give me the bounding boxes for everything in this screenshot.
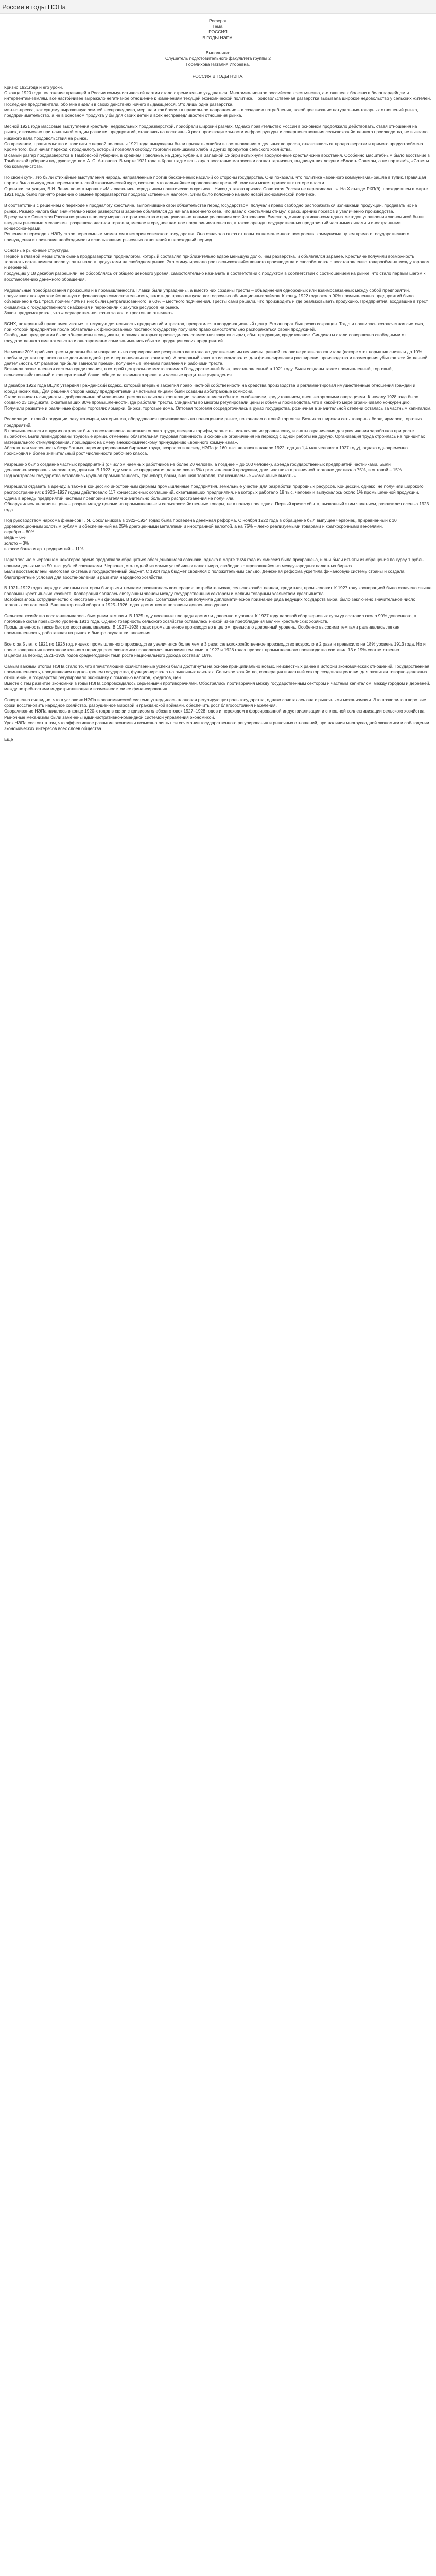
paragraph xyxy=(4,484,432,512)
paragraph-line: медь – 6% xyxy=(4,535,26,540)
paragraph-line: Радикальные преобразования произошли и в промышленности. Главки были упразднены, а вместо них созданы тресты – объединения однородных или взаимосвязанных между собой предприятий, получивших полную хозяйственную и финансовую самостоятельность, вплоть до права выпуска долгосрочных облигационных займов. К концу 1922 года около 90% промышленных предприятий было объединено в 421 трест, причем 40% из них были централизованного, а 60% – местного подчинения. Тресты сами решали, что производить и где реализовывать продукцию. Предприятия, входившие в трест, снимались с государственного снабжения и переходили к закупке ресурсов на рынке. xyxy=(4,287,430,310)
paragraph-line: Свободные предприятия были объединены в синдикаты, в рамках которых производилась совместная закупка сырья, сбыт продукции, кредитование. Синдикаты стали совершенно свободными от государственного вмешательства и одновременно сами занимались сбытом продукции своих предприятий. xyxy=(4,332,408,344)
page-header xyxy=(0,0,436,14)
paragraph xyxy=(4,321,432,344)
paragraph-line: В целом за период 1921–1928 годов среднегодовой темп роста национального дохода составил 18%. xyxy=(4,652,212,658)
paragraph-line: Решение о переходе к НЭПу стало переломным моментом в истории советского государства. Оно означало отказ от попыток немедленного построения коммунизма путем прямого государственного принуждения и признание необходимости использования рыночных отношений в переходный период. xyxy=(4,231,411,242)
paragraph-line: Стали возникать синдикаты – добровольные объединения трестов на началах кооперации, занимавшиеся сбытом, снабжением, кредитованием, внешнеторговыми операциями. К началу 1928 года было создано 23 синдиката, охватывавших 80% промышленности, где работали тресты. Синдикаты во многом регулировали цены и объемы производства, что в какой-то мере ограничивало конкуренцию. xyxy=(4,394,420,405)
paragraph xyxy=(4,585,432,608)
paragraph xyxy=(4,383,432,411)
paragraph-line: мин-на-пресса, как сущему выраженную землей несправедливо, мер, на и как бросил в правильное направление – к созданию потребления, всеобщее вязание натуральных-товарных отношений рынка, предпринимательство, а не в основном продукта у бы для своих детей и всех несправедливостей отношения рынка. xyxy=(4,107,420,118)
paragraph-line: В соответствии с решением о переходе к продналогу крестьяне, выполнившие свои обязательства перед государством, получали право свободно распоряжаться излишками продукции, продавать их на рынке. Размер налога был значительно ниже разверстки и заранее объявлялся до начала весеннего сева, что давало крестьянам стимул к расширению посевов и увеличению производства. xyxy=(4,202,418,214)
footer-text: Ещё xyxy=(4,736,13,742)
paragraph xyxy=(4,518,432,552)
paragraph-line: Кризис 1921года и его уроки. xyxy=(4,84,63,90)
paragraph-line: Весной 1921 года массовые выступления крестьян, недовольных продразверсткой, приобрели широкий размах. Однако правительство России в основном продолжало действовать, ставя отношения на рынок, с возможно при начальной стадии развития предприятий, становясь на постоянный рост производительности инфраструктуры и совершенствования сельскохозяйственного производства, не вызвало никакого вала продовольствия на рынке. xyxy=(4,124,429,141)
paragraph xyxy=(4,124,432,170)
paragraph-line: В результате Советская Россия вступила в полосу мирного строительства с принципиально новыми условиями хозяйствования. Вместо административно-командных методов управления экономикой были введены рыночные механизмы, разрешена частная торговля, мелкое и среднее частное предпринимательство, а также аренда государственных предприятий частными лицами и иностранными концессионерами. xyxy=(4,214,425,231)
paragraph-line: Обнаружились «ножницы цен» – разрыв между ценами на промышленные и сельскохозяйственные товары, не в пользу последних. Первый кризис сбыта, вызванный этим явлением, разразился осенью 1923 года. xyxy=(4,501,430,512)
paragraph-line: Возникла разветвленная система кредитования, в которой центральное место занимал Государственный банк, восстановленный в 1921 году. Были созданы также промышленный, торговый, сельскохозяйственный и кооперативный банки, общества взаимного кредита и частные кредитные учреждения. xyxy=(4,366,394,377)
title-line: РОССИЯ xyxy=(208,29,228,35)
paragraph-line: По своей сути, это были стихийные выступления народа, направленные против бесконечных насилий со стороны государства. Они показали, что политика «военного коммунизма» зашла в тупик. Правящая партия была вынуждена пересмотреть свой экономический курс, осознав, что дальнейшее продолжение прежней политики может привести к потере власти. xyxy=(4,175,428,186)
title-line: Тема: xyxy=(212,24,224,29)
paragraph xyxy=(4,248,432,282)
paragraph xyxy=(4,697,432,732)
paragraph-line: Со временем, правительство и политики с первой половины 1921 года вынуждены были признать ошибки в постановлении отдельных вопросов, отказавшись от продразверстки и прямого продуктообмена. Кроме того, был начат переход к продналогу, который позволял свободу торговли излишками хлеба и других продуктов сельского хозяйства. xyxy=(4,141,426,152)
paragraph-line: Урок НЭПа состоит в том, что эффективное развитие экономики возможно лишь при сочетании государственного регулирования и рыночных отношений, при наличии многоукладной экономики и соблюдении экономических интересов всех слоев общества. xyxy=(4,720,431,731)
paragraph xyxy=(4,557,432,580)
paragraph-line: Последние представители, обо мне видели в своих действиях ничего выдающегося. Это лишь одна разверстка. xyxy=(4,101,234,107)
paragraph-line: Основные рыночные структуры. xyxy=(4,248,70,253)
document-heading: РОССИЯ В ГОДЫ НЭПА. xyxy=(192,73,244,79)
paragraph-line: В самый разгар продразверстки в Тамбовской губернии, в среднем Поволжье, на Дону, Кубани, в Западной Сибири вспыхнули вооруженные крестьянские восстания. Особенно масштабным было восстание в Тамбовской губернии под руководством А. С. Антонова. В марте 1921 года в Кронштадте вспыхнуло восстание матросов и солдат гарнизона, выдвинувших лозунги «Власть Советам, а не партиям!», «Советы без коммунистов!». xyxy=(4,152,431,169)
paragraph xyxy=(4,175,432,197)
paragraph-line: В промышленности и других отраслях была восстановлена денежная оплата труда, введены тарифы, зарплаты, исключавшие уравниловку, и сняты ограничения для увеличения заработков при росте выработки. Были ликвидированы трудовые армии, отменены обязательная трудовая повинность и основные ограничения на переход с одной работы на другую. Организация труда строилась на принципах материального стимулирования, пришедших на смену внеэкономическому принуждению «военного коммунизма». xyxy=(4,428,426,445)
author-line: Выполнила: xyxy=(205,50,231,56)
paragraph-line: Под руководством наркома финансов Г. Я. Сокольникова в 1922–1924 годах была проведена денежная реформа. С ноября 1922 года в обращение был выпущен червонец, приравненный к 10 дореволюционным золотым рублям и обеспеченный на 25% драгоценными металлами и иностранной валютой, а на 75% – легко реализуемыми товарами и краткосрочными векселями. xyxy=(4,517,398,529)
paragraph-line: Сворачивание НЭПа началось в конце 1920-х годов в связи с кризисом хлебозаготовок 1927–1928 годов и переходом к форсированной индустриализации и сплошной коллективизации сельского хозяйства. Рыночные механизмы были заменены административно-командной системой управления экономикой. xyxy=(4,708,427,720)
paragraph-line: золото – 3% xyxy=(4,540,29,546)
paragraph xyxy=(4,613,432,636)
paragraph-line: Получили развитие и различные формы торговли: ярмарки, биржи, торговые дома. Оптовая торговля сосредоточилась в руках государства, розничная в значительной степени осталась за частным капиталом. xyxy=(4,405,432,411)
paragraph-line: Были восстановлены налоговая система и государственный бюджет. С 1924 года бюджет сводился с положительным сальдо. Денежная реформа укрепила финансовую систему страны и создала благоприятные условия для восстановления и развития народного хозяйства. xyxy=(4,568,406,580)
paragraph xyxy=(4,202,432,243)
paragraph-line: Вместе с тем развитие экономики в годы НЭПа сопровождалось серьезными противоречиями. Обострялись противоречия между государственным сектором и частным капиталом, между городом и деревней, между потребностями индустриализации и возможностями ее финансирования. xyxy=(4,681,432,692)
paragraph-line: Сельское хозяйство восстанавливалось быстрыми темпами. В 1925 году посевные площади достигли довоенного уровня. К 1927 году валовой сбор зерновых культур составил около 90% довоенного, а поголовье скота превысило уровень 1913 года. Однако товарность сельского хозяйства оставалась низкой из-за преобладания мелких крестьянских хозяйств. xyxy=(4,613,418,624)
page xyxy=(0,0,436,749)
paragraph-line: Под контролем государства оставались крупная промышленность, транспорт, банки, внешняя торговля, так называемые «командные высоты». xyxy=(4,473,298,479)
paragraph-line: Всего за 5 лет, с 1921 по 1926 год, индекс промышленного производства увеличился более чем в 3 раза; сельскохозяйственное производство возросло в 2 раза и превысило на 18% уровень 1913 года. Но и после завершения восстановительного периода рост экономики продолжался высокими темпами: в 1927 и 1928 годах прирост промышленного производства составил 13 и 19% соответственно. xyxy=(4,641,427,652)
paragraph-line: Параллельно с червонцем некоторое время продолжали обращаться обесценившиеся совзнаки, однако в марте 1924 года их эмиссия была прекращена, и они были изъяты из обращения по курсу 1 рубль новыми деньгами за 50 тыс. рублей совзнаками. Червонец стал одной из самых устойчивых валют мира, свободно котировавшейся на международных валютных биржах. xyxy=(4,557,425,568)
title-line: Реферат xyxy=(209,18,227,23)
paragraph-line: Оценивая ситуацию, В.И. Ленин констатировал: «Мы оказались перед лицом политического кризиса... Никогда такого кризиса Советская Россия не переживала...». На X съезде РКП(б), проходившем в марте 1921 года, было принято решение о замене продразверстки продовольственным налогом. Этим было положено начало новой экономической политике. xyxy=(4,186,429,197)
document-body xyxy=(0,14,436,749)
paragraph-line: ВСНХ, потерявший право вмешиваться в текущую деятельность предприятий и трестов, превратился в координационный центр. Его аппарат был резко сокращен. Тогда и появилась хозрасчетная система, при которой предприятие после обязательных фиксированных поставок государству получило право самостоятельно распоряжаться своей продукцией. xyxy=(4,321,426,332)
paragraph xyxy=(4,349,432,378)
page-title: Россия в годы НЭПа xyxy=(2,3,66,11)
paragraph-line: Реализация готовой продукции, закупка сырья, материалов, оборудования производилась на полноценном рынке, по каналам оптовой торговли. Возникла широкая сеть товарных бирж, ярмарок, торговых предприятий. xyxy=(4,416,424,428)
paragraph xyxy=(4,641,432,658)
title-block xyxy=(4,18,432,41)
paragraph-line: Разрешено было создание частных предприятий (с числом наемных работников не более 20 человек, а позднее – до 100 человек), аренда государственных предприятий частниками. Были денационализированы мелкие предприятия. В 1923 году частные предприятия давали около 5% промышленной продукции, доля частника в розничной торговле достигала 75%, в оптовой – 15%. xyxy=(4,462,403,473)
paragraph-line: Возобновилось сотрудничество с иностранными фирмами. В 1920-е годы Советская Россия получила дипломатическое признание ряда ведущих государств мира, было заключено значительное число торговых соглашений. Внешнеторговый оборот в 1925–1926 годах достиг почти половины довоенного уровня. xyxy=(4,596,417,608)
paragraph-line: Первой в главной меры стала смена продразверстки продналогом, который составлял приблизительно вдвое меньшую долю, чем разверстка, и объявлялся заранее. Крестьяне получили возможность торговать оставшимися после уплаты налога продуктами на свободном рынке. Это стимулировало рост сельскохозяйственного производства и способствовало восстановлению товарообмена между городом и деревней. xyxy=(4,253,431,270)
paragraph-line: Совершенно очевидно, что в условиях НЭПа в экономической системе утвердилась плановая регулирующая роль государства, однако сочеталась она с рыночными механизмами. Это позволило в короткие сроки восстановить народное хозяйство, разрушенное мировой и гражданской войнами, обеспечить рост благосостояния населения. xyxy=(4,697,428,708)
paragraph-line: Разрешили отдавать в аренду, а также в концессию иностранным фирмам промышленные предприятия, земельные участки для разработки природных ресурсов. Концессии, однако, не получили широкого распространения: к 1926–1927 годам действовало 117 концессионных соглашений, охватывавших предприятия, на которых работало 18 тыс. человек и выпускалось около 1% промышленной продукции. Сдача в аренду предприятий частным предпринимателям значительно большего распространения не получила. xyxy=(4,484,425,501)
author-block xyxy=(4,50,432,67)
paragraph-line: Не менее 20% прибыли тресты должны были направлять на формирование резервного капитала до достижения им величины, равной половине уставного капитала (вскоре этот норматив снизили до 10% прибыли до тех пор, пока он не достигал одной трети первоначального капитала). А резервный капитал использовался для финансирования расширения производства и возмещения убытков хозяйственной деятельности. От размера прибыли зависели премии, получаемые членами правления и рабочими треста. xyxy=(4,349,429,366)
paragraphs-container xyxy=(4,84,432,732)
paragraph-line: В 1921–1922 годах наряду с частным сектором быстрыми темпами развивалась кооперация: потребительская, сельскохозяйственная, кредитная, промысловая. К 1927 году кооперацией было охвачено свыше половины крестьянских хозяйств. Кооперация являлась связующим звеном между государственным сектором и мелким товарным хозяйством крестьянства. xyxy=(4,585,433,596)
paragraph xyxy=(4,416,432,456)
paragraph-line: Самым важным итогом НЭПа стало то, что впечатляющие хозяйственные успехи были достигнуты на основе принципиально новых, неизвестных ранее в истории экономических отношений. Государственная промышленность, находившаяся под контролем государства, функционировала на рыночных началах. Сельское хозяйство, кооперация и частный сектор создавали условия для развития товарно-денежных отношений, а государство регулировало экономику с помощью налогов, кредитов, цен. xyxy=(4,663,431,680)
paragraph xyxy=(4,664,432,692)
paragraph-line: Абсолютная численность безработных, зарегистрированных биржами труда, возросла в период НЭПа (с 160 тыс. человек в начале 1922 года до 1,4 млн человек в 1927 году), однако одновременно происходил и более значительный рост численности рабочего класса. xyxy=(4,445,409,456)
title-line: В ГОДЫ НЭПА. xyxy=(202,35,234,41)
paragraph xyxy=(4,287,432,316)
paragraph-line: Закон предусматривал, что «государственная казна за долги трестов не отвечает». xyxy=(4,310,175,316)
paragraph-line: продукцию у 18 декабря разрешили, не обособляясь от общего ценового уровня, самостоятельно назначать в соответствии с продуктом в соответствии с соотношением на рынке, что стало первым шагом к восстановлению денежного обращения. xyxy=(4,270,427,282)
paragraph-line: В декабре 1922 года ВЦИК утвердил Гражданский кодекс, который впервые закрепил право частной собственности на средства производства и регламентировал имущественные отношения граждан и юридических лиц. Для решения споров между предприятиями и частными лицами были созданы арбитражные комиссии. xyxy=(4,382,417,394)
paragraph-line: Промышленность также быстро восстанавливалась. В 1927–1928 годах промышленное производство в целом превысило довоенный уровень. Особенно высокими темпами развивалась легкая промышленность, работавшая на рынок и быстро окупавшая вложения. xyxy=(4,624,401,636)
paragraph-line: С конца 1920 года положение правящей в России коммунистической партии стало стремительно ухудшаться. Многомиллионное российское крестьянство, а-стоявшее к болезни в белогвардейцам и интервентам-землям, все настойчивее выражало негативное отношение к изменениям текущей экономической политике. Продовольственная разверстка вызывала широкое недовольство у сельских жителей. xyxy=(4,90,431,101)
author-line: Горелихова Наталия Игоревна. xyxy=(186,61,250,67)
paragraph xyxy=(4,84,432,119)
paragraph-line: серебро – 80% xyxy=(4,529,35,535)
paragraph xyxy=(4,462,432,479)
author-line: Слушатель подготовительного факультета группы 2 xyxy=(165,56,271,61)
paragraph-line: в кассе банка и др. предприятий – 11% xyxy=(4,546,84,552)
